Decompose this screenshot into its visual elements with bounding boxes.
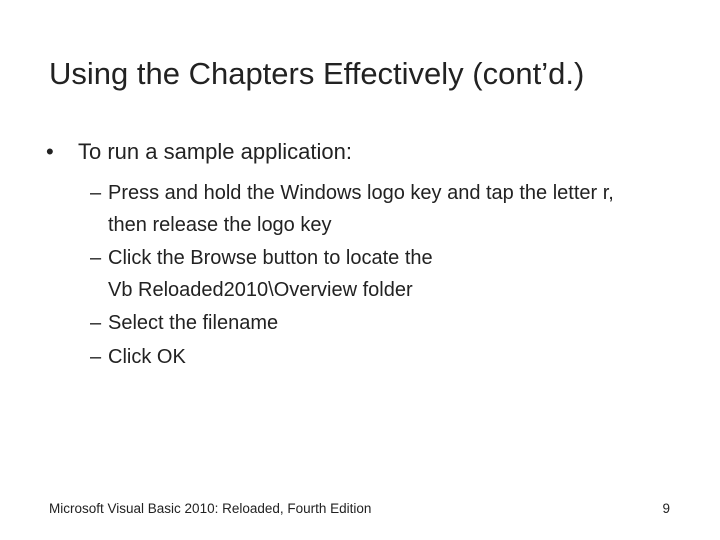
bullet-marker: • xyxy=(46,139,54,164)
sub-bullet-item xyxy=(90,243,696,306)
slide-footer: Microsoft Visual Basic 2010: Reloaded, Fourth Edition xyxy=(49,501,372,516)
slide-body xyxy=(46,136,696,375)
dash-marker: – xyxy=(90,182,102,204)
sub-bullet-text: Click OK xyxy=(108,345,186,368)
sub-bullet-item xyxy=(90,342,696,374)
sub-bullet-item xyxy=(90,308,696,340)
sub-bullet-list xyxy=(90,178,696,373)
sub-bullet-text: Select the filename xyxy=(108,312,279,334)
sub-bullet-text: Click the Browse button to locate the Vb Reloaded2010\Overview folder xyxy=(108,247,433,301)
sub-bullet-item xyxy=(90,178,696,241)
bullet-item xyxy=(46,136,696,168)
slide-title: Using the Chapters Effectively (cont’d.) xyxy=(49,56,585,91)
bullet-text: To run a sample application: xyxy=(78,139,352,164)
sub-bullet-text: Press and hold the Windows logo key and tap the letter r, then release the logo key xyxy=(108,182,614,236)
dash-marker: – xyxy=(90,345,102,368)
page-number: 9 xyxy=(662,501,670,516)
dash-marker: – xyxy=(90,312,102,334)
dash-marker: – xyxy=(90,247,102,269)
